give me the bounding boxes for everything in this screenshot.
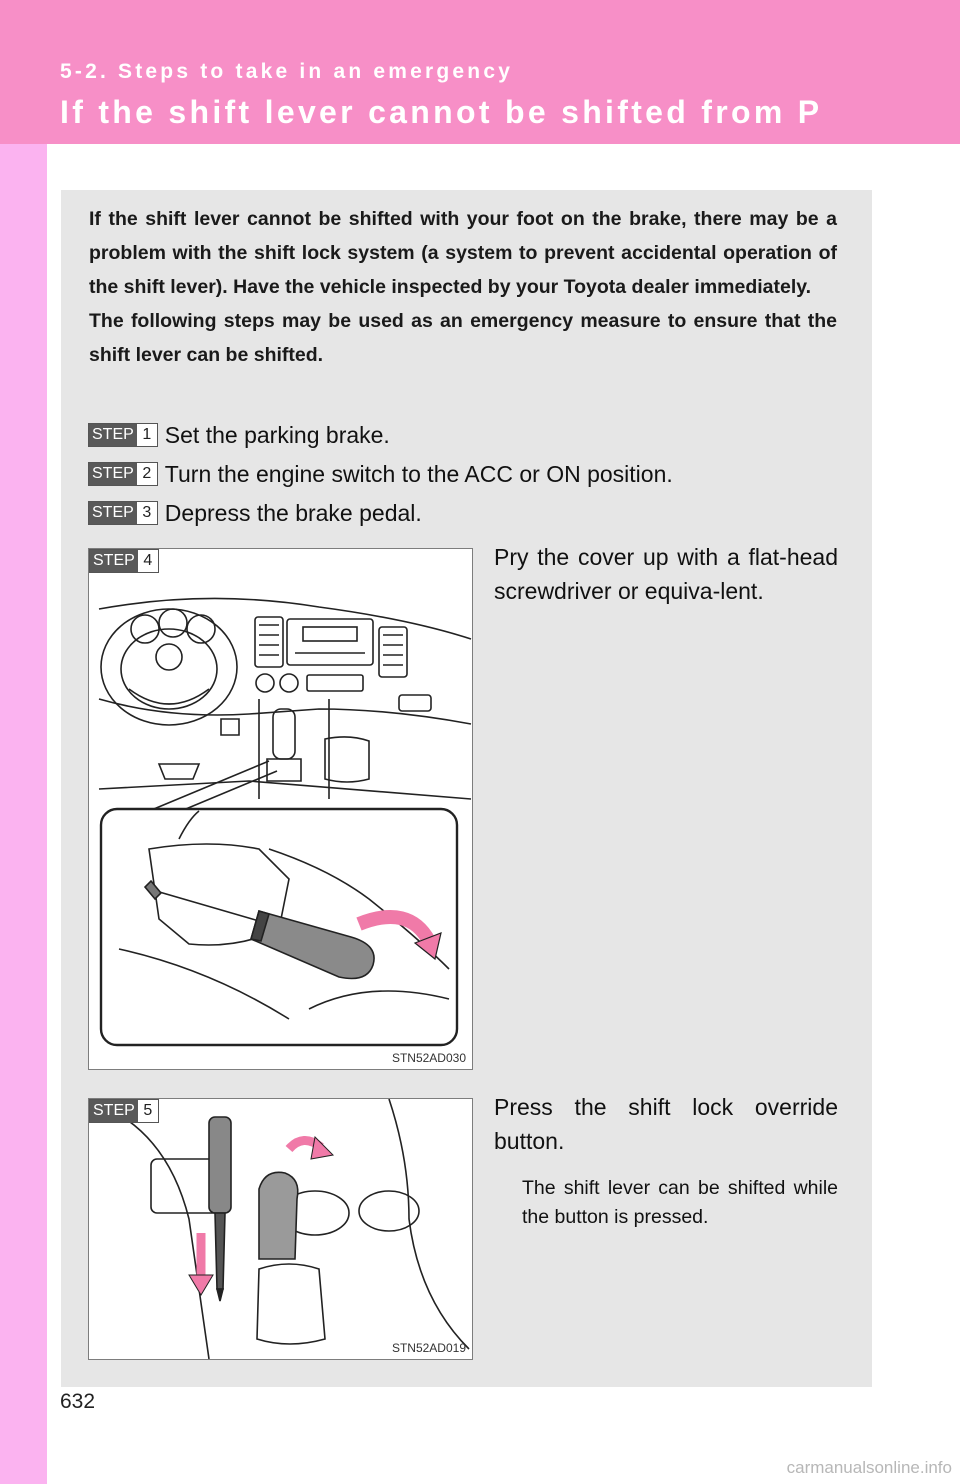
step-3 bbox=[88, 498, 422, 528]
step-4-instruction: Pry the cover up with a flat-head screwdriver or equiva-lent. bbox=[494, 544, 838, 604]
step-5-instruction: Press the shift lock override button. bbox=[494, 1094, 838, 1154]
intro-text bbox=[89, 202, 837, 372]
step-text: Turn the engine switch to the ACC or ON position. bbox=[164, 460, 673, 487]
intro-paragraph-1: If the shift lever cannot be shifted with your foot on the brake, there may be a problem with the shift lock system (a system to prevent accidental operation of the shift lever). Have the vehicle inspected by your Toyota dealer immediately. bbox=[89, 208, 837, 298]
page-header bbox=[0, 0, 960, 144]
figure-code: STN52AD019 bbox=[391, 1341, 466, 1355]
page-title: If the shift lever cannot be shifted from P bbox=[60, 94, 823, 130]
section-label: 5-2. Steps to take in an emergency bbox=[60, 60, 514, 83]
page-number: 632 bbox=[60, 1390, 96, 1413]
figure-code: STN52AD030 bbox=[391, 1051, 466, 1065]
step-badge: STEP 4 bbox=[89, 549, 159, 573]
step-text: Depress the brake pedal. bbox=[164, 499, 422, 526]
left-color-strip bbox=[0, 0, 47, 1484]
step-badge: STEP 3 bbox=[88, 501, 158, 525]
step-text: Set the parking brake. bbox=[164, 421, 390, 448]
dashboard-screwdriver-drawing bbox=[89, 549, 472, 1069]
step-5-illustration bbox=[88, 1098, 473, 1360]
intro-paragraph-2: The following steps may be used as an emergency measure to ensure that the shift lever can be shifted. bbox=[89, 310, 837, 366]
step-badge: STEP 2 bbox=[88, 462, 158, 486]
step-badge: STEP 1 bbox=[88, 423, 158, 447]
step-badge: STEP 5 bbox=[89, 1099, 159, 1123]
shift-lock-override-drawing bbox=[89, 1099, 472, 1359]
step-4-illustration bbox=[88, 548, 473, 1070]
step-2 bbox=[88, 459, 673, 489]
watermark: carmanualsonline.info bbox=[786, 1458, 952, 1477]
step-5-note: The shift lever can be shifted while the button is pressed. bbox=[522, 1177, 838, 1228]
step-1 bbox=[88, 420, 390, 450]
